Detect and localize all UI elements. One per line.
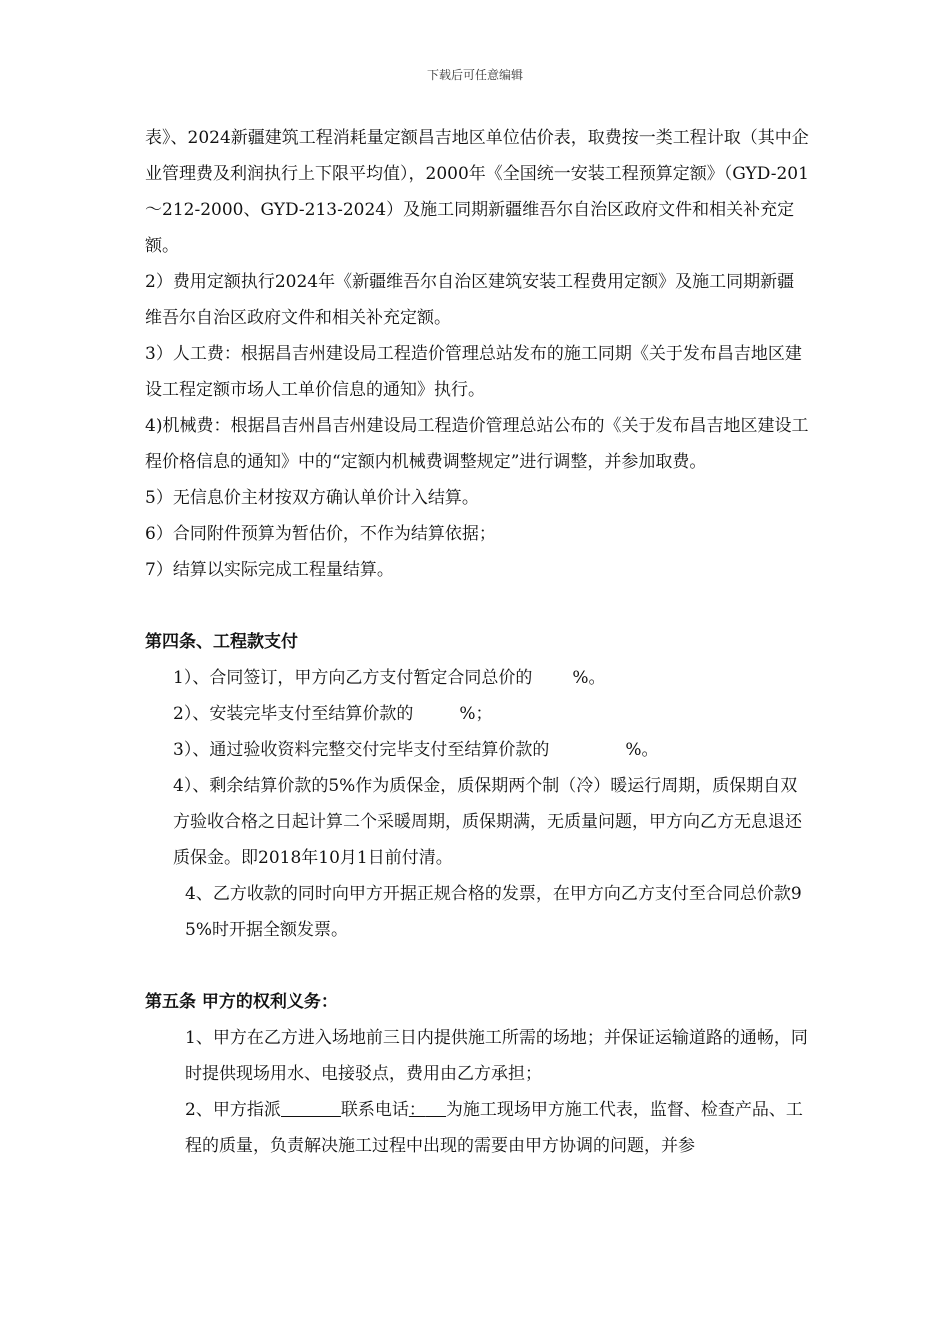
section-4-title: 第四条、工程款支付 [145, 632, 298, 652]
phone-number-blank [426, 1099, 446, 1117]
obligation-item-1: 1、甲方在乙方进入场地前三日内提供施工所需的场地；并保证运输道路的通畅，同时提供现场用水、电接驳点，费用由乙方承担； [185, 1028, 808, 1084]
paragraph-fee-quota: 2）费用定额执行2024年《新疆维吾尔自治区建筑安装工程费用定额》及施工同期新疆维吾尔自治区政府文件和相关补充定额。 [145, 272, 795, 328]
document-body [145, 120, 810, 1164]
paragraph-machinery-cost: 4)机械费：根据昌吉州昌吉州建设局工程造价管理总站公布的《关于发布昌吉地区建设工程价格信息的通知》中的“定额内机械费调整规定”进行调整，并参加取费。 [145, 416, 809, 472]
payment-item-3: 3）、通过验收资料完整交付完毕支付至结算价款的 %。 [173, 740, 659, 760]
representative-name-blank [281, 1099, 341, 1117]
obligation-item-2: 2、甲方指派 联系电话： 为施工现场甲方施工代表，监督、检查产品、工程的质量，负责解决施工过程中出现的需要由甲方协调的问题，并参 [185, 1100, 803, 1156]
paragraph-pricing-basis: 表》、2024新疆建筑工程消耗量定额昌吉地区单位估价表，取费按一类工程计取（其中企业管理费及利润执行上下限平均值），2000年《全国统一安装工程预算定额》（GYD-201～212-2000、GYD-213-2024）及施工同期新疆维吾尔自治区政府文件和相关补充定额。 [145, 128, 809, 256]
paragraph-labor-cost: 3）人工费：根据昌吉州建设局工程造价管理总站发布的施工同期《关于发布昌吉地区建设工程定额市场人工单价信息的通知》执行。 [145, 344, 802, 400]
payment-item-4: 4）、剩余结算价款的5%作为质保金，质保期两个制（冷）暖运行周期，质保期自双方验收合格之日起计算二个采暖周期，质保期满，无质量问题，甲方向乙方无息退还质保金。即2018年10月1日前付清。 [173, 776, 802, 868]
paragraph-main-materials: 5）无信息价主材按双方确认单价计入结算。 [145, 488, 479, 508]
payment-item-1: 1）、合同签订，甲方向乙方支付暂定合同总价的 %。 [173, 668, 606, 688]
section-5-title: 第五条 甲方的权利义务： [145, 992, 338, 1012]
page-header: 下载后可任意编辑 [426, 68, 523, 82]
paragraph-settlement: 7）结算以实际完成工程量结算。 [145, 560, 394, 580]
payment-item-2: 2）、安装完毕支付至结算价款的 %； [173, 704, 493, 724]
paragraph-budget-estimate: 6）合同附件预算为暂估价，不作为结算依据； [145, 524, 496, 544]
payment-item-invoice: 4、乙方收款的同时向甲方开据正规合格的发票，在甲方向乙方支付至合同总价款95%时开据全额发票。 [185, 884, 802, 940]
